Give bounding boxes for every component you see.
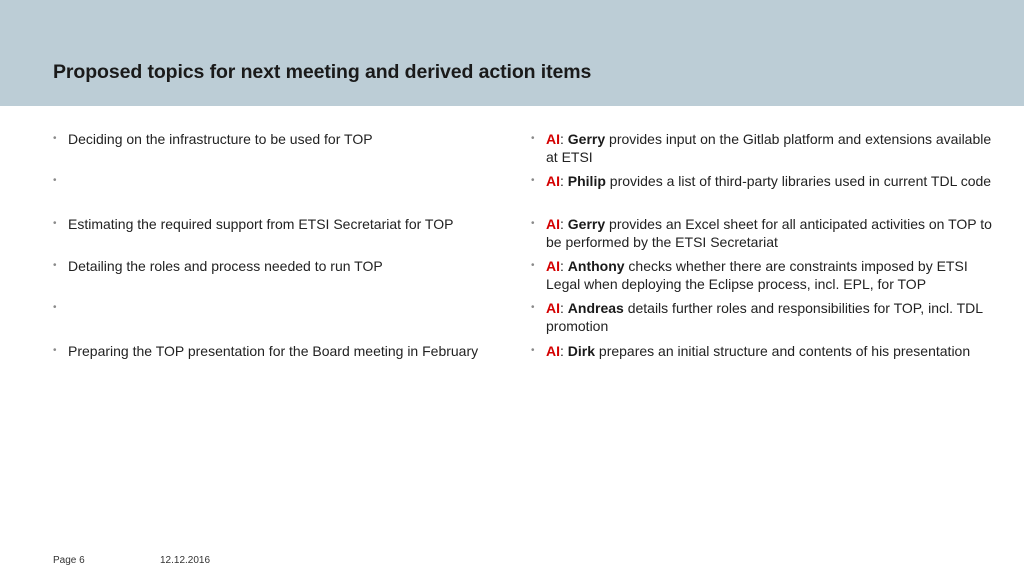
assignee-name: Dirk — [567, 343, 596, 359]
bullet-icon: • — [53, 302, 57, 313]
bullet-icon: • — [531, 175, 535, 186]
action-item — [531, 215, 1001, 251]
slide-title: Proposed topics for next meeting and derived action items — [53, 61, 592, 83]
assignee-name: Philip — [567, 173, 606, 189]
action-item-label: AI — [546, 343, 560, 359]
bullet-icon: • — [53, 218, 57, 229]
bullet-icon: • — [53, 345, 57, 356]
footer-date: 12.12.2016 — [160, 555, 211, 566]
topic-item — [53, 342, 518, 360]
action-item-description: details further roles and responsibilities for TOP, incl. TDL promotion — [546, 300, 983, 334]
action-item-separator: : — [560, 258, 568, 274]
action-item-text — [546, 299, 1001, 335]
action-item-text — [546, 130, 1001, 166]
action-item-text — [546, 257, 1001, 293]
action-item-label: AI — [546, 173, 560, 189]
action-item-separator: : — [560, 300, 568, 316]
topic-item — [53, 257, 518, 275]
action-item-description: checks whether there are constraints imposed by ETSI Legal when deploying the Eclipse process, incl. EPL, for TOP — [546, 258, 968, 292]
action-item-separator: : — [560, 131, 568, 147]
action-item-separator: : — [560, 343, 568, 359]
topic-text: Estimating the required support from ETSI Secretariat for TOP — [68, 216, 454, 232]
bullet-icon: • — [531, 218, 535, 229]
action-item-separator: : — [560, 216, 568, 232]
topic-text: Detailing the roles and process needed to run TOP — [68, 258, 383, 274]
bullet-icon: • — [53, 260, 57, 271]
action-item-description: provides an Excel sheet for all anticipated activities on TOP to be performed by the ETSI Secretariat — [546, 216, 992, 250]
action-item — [531, 130, 1001, 166]
page-number: Page 6 — [53, 555, 85, 566]
bullet-icon: • — [53, 133, 57, 144]
bullet-icon: • — [531, 133, 535, 144]
bullet-icon: • — [531, 345, 535, 356]
action-item — [531, 172, 1001, 190]
topic-item — [53, 215, 518, 233]
action-item-description: provides input on the Gitlab platform and extensions available at ETSI — [546, 131, 992, 165]
bullet-icon: • — [531, 302, 535, 313]
action-item-label: AI — [546, 131, 560, 147]
action-item — [531, 257, 1001, 293]
action-item — [531, 299, 1001, 335]
action-item-description: prepares an initial structure and contents of his presentation — [595, 343, 971, 359]
action-item-label: AI — [546, 300, 560, 316]
bullet-icon: • — [531, 260, 535, 271]
assignee-name: Andreas — [567, 300, 624, 316]
action-item-text — [546, 172, 1001, 190]
topic-text: Preparing the TOP presentation for the Board meeting in February — [68, 343, 479, 359]
topic-item — [53, 130, 518, 148]
assignee-name: Gerry — [567, 216, 606, 232]
topic-text: Deciding on the infrastructure to be used for TOP — [68, 131, 373, 147]
action-item-text — [546, 342, 1001, 360]
assignee-name: Gerry — [567, 131, 606, 147]
bullet-icon: • — [53, 175, 57, 186]
action-item — [531, 342, 1001, 360]
action-item-text — [546, 215, 1001, 251]
action-item-description: provides a list of third-party libraries used in current TDL code — [605, 173, 992, 189]
action-item-label: AI — [546, 258, 560, 274]
assignee-name: Anthony — [567, 258, 625, 274]
slide-header-band — [0, 0, 1024, 106]
action-item-separator: : — [560, 173, 568, 189]
action-item-label: AI — [546, 216, 560, 232]
